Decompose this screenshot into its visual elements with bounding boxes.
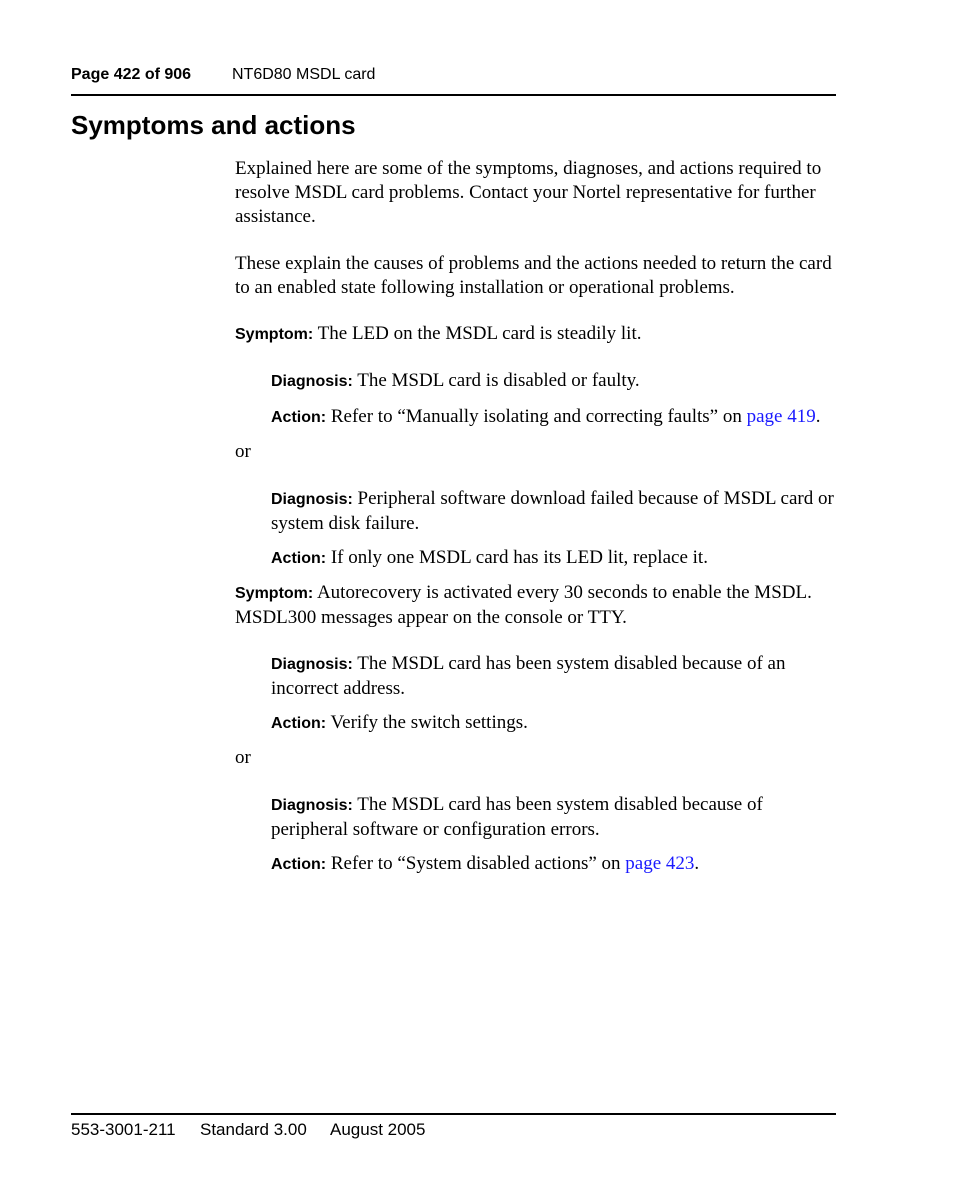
symptom-1 [235, 322, 835, 347]
diagnosis-2-1 [271, 652, 835, 701]
diagnosis-label: Diagnosis: [271, 656, 353, 673]
page-header [71, 66, 836, 96]
diagnosis-text: The MSDL card is disabled or faulty. [357, 370, 640, 391]
document-number: 553-3001-211 [71, 1120, 176, 1139]
or-separator-2: or [235, 747, 251, 768]
page-423-link[interactable]: page 423 [625, 853, 695, 874]
diagnosis-1-2 [271, 487, 835, 536]
diagnosis-text: Peripheral software download failed because of MSDL card or system disk failure. [271, 488, 834, 534]
diagnosis-1-1 [271, 369, 835, 394]
page-footer [71, 1113, 836, 1139]
action-text: Refer to “Manually isolating and correcting faults” on [330, 406, 747, 427]
document-title: NT6D80 MSDL card [232, 66, 376, 83]
diagnosis-label: Diagnosis: [271, 373, 353, 390]
action-1-2 [271, 546, 835, 571]
symptom-2 [235, 581, 835, 630]
action-2-2 [271, 852, 835, 877]
action-label: Action: [271, 409, 327, 426]
diagnosis-label: Diagnosis: [271, 491, 353, 508]
action-text: If only one MSDL card has its LED lit, replace it. [330, 547, 708, 568]
action-text: Refer to “System disabled actions” on [330, 853, 626, 874]
diagnosis-text: The MSDL card has been system disabled because of an incorrect address. [271, 653, 786, 699]
diagnosis-text: The MSDL card has been system disabled because of peripheral software or configuration errors. [271, 794, 763, 840]
symptom-label: Symptom: [235, 326, 314, 343]
diagnosis-label: Diagnosis: [271, 797, 353, 814]
page-number: Page 422 of 906 [71, 66, 192, 83]
action-1-1 [271, 405, 835, 430]
intro-paragraph-1: Explained here are some of the symptoms, diagnoses, and actions required to resolve MSDL card problems. Contact your Nortel representative for further assistance. [235, 158, 822, 227]
symptom-label: Symptom: [235, 585, 314, 602]
action-period: . [815, 406, 821, 427]
diagnosis-2-2 [271, 793, 835, 842]
action-period: . [694, 853, 700, 874]
action-2-1 [271, 711, 835, 736]
section-title: Symptoms and actions [71, 110, 356, 140]
symptom-text: The LED on the MSDL card is steadily lit. [317, 323, 642, 344]
action-label: Action: [271, 715, 327, 732]
document-standard: Standard 3.00 [200, 1120, 307, 1139]
symptom-text: Autorecovery is activated every 30 seconds to enable the MSDL. MSDL300 messages appear on the console or TTY. [235, 582, 812, 628]
action-label: Action: [271, 856, 327, 873]
action-label: Action: [271, 550, 327, 567]
intro-paragraph-2: These explain the causes of problems and the actions needed to return the card to an enabled state following installation or operational problems. [235, 253, 832, 298]
or-separator-1: or [235, 441, 251, 462]
action-text: Verify the switch settings. [330, 712, 528, 733]
page-419-link[interactable]: page 419 [746, 406, 816, 427]
document-date: August 2005 [330, 1120, 426, 1139]
